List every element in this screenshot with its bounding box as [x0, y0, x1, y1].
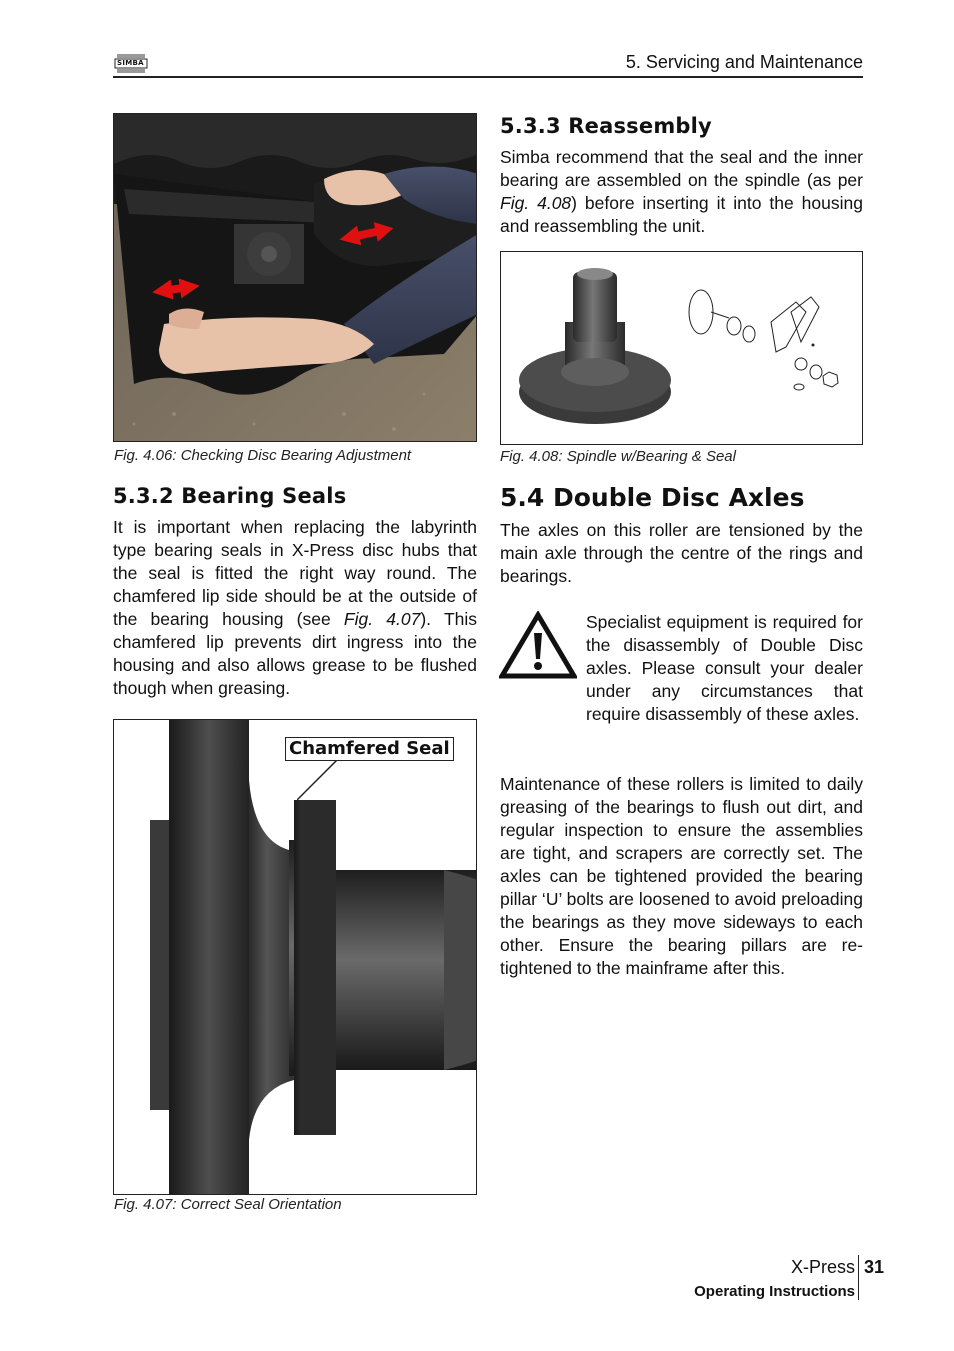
maintenance-paragraph: Maintenance of these rollers is limited to daily greasing of the bearings to flush out dirt, and regular inspection to ensure the assemblies are tight, and scrapers are correctly set. The axles can be tightened provided the bearing pillar ‘U’ bolts are loosened to avoid preloading the bearings as they move sideways to each other. Ensure the bearing pillars are re- tightened to the mainframe after this. — [500, 774, 863, 978]
simba-logo — [114, 52, 148, 74]
bearing-seals-text-b: ). This chamfered lip prevents dirt ingress into the housing and also allows grease to be flushed though when greasing. — [113, 609, 478, 698]
heading-bearing-seals: 5.3.2 Bearing Seals — [113, 484, 347, 508]
bearing-seals-paragraph — [113, 516, 477, 700]
fig-4-08-caption: Fig. 4.08: Spindle w/Bearing & Seal — [500, 448, 736, 465]
footer-page-number: 31 — [864, 1257, 885, 1277]
fig-4-06-caption: Fig. 4.06: Checking Disc Bearing Adjustment — [114, 447, 412, 464]
double-disc-intro: The axles on this roller are tensioned by the main axle through the centre of the rings and bearings. — [500, 520, 863, 586]
footer-subtitle: Operating Instructions — [694, 1283, 855, 1300]
warning-triangle-icon — [499, 611, 577, 679]
chamfered-seal-callout: Chamfered Seal — [285, 737, 454, 761]
heading-double-disc-axles: 5.4 Double Disc Axles — [500, 483, 805, 512]
reassembly-text-b: ) before inserting it into the housing and reassembling the unit. — [500, 193, 863, 236]
logo-text: SIMBA — [117, 59, 144, 67]
fig-4-07-render — [113, 719, 477, 1195]
footer-separator — [858, 1255, 859, 1300]
footer-product-name: X-Press — [790, 1257, 855, 1277]
reassembly-fig-ref: Fig. 4.08 — [500, 193, 572, 213]
fig-4-08-spindle — [500, 251, 863, 445]
warning-text: Specialist equipment is required for the disassembly of Double Disc axles. Please consult your dealer under any circumstances that require disassembly of these axles. — [586, 612, 863, 724]
reassembly-paragraph — [500, 146, 863, 238]
bearing-seals-fig-ref: Fig. 4.07 — [343, 609, 421, 629]
fig-4-07-caption: Fig. 4.07: Correct Seal Orientation — [114, 1196, 342, 1213]
heading-reassembly: 5.3.3 Reassembly — [500, 114, 712, 138]
reassembly-text-a: Simba recommend that the seal and the inner bearing are assembled on the spindle (as per — [500, 147, 863, 190]
bearing-seals-text-a: It is important when replacing the labyrinth type bearing seals in X-Press disc hubs that the seal is fitted the right way round. The chamfered lip side should be at the outside of the bearing housing (see — [113, 517, 477, 629]
fig-4-06-photo — [113, 113, 477, 442]
header-rule — [113, 76, 863, 78]
header-section-title: 5. Servicing and Maintenance — [625, 52, 863, 72]
